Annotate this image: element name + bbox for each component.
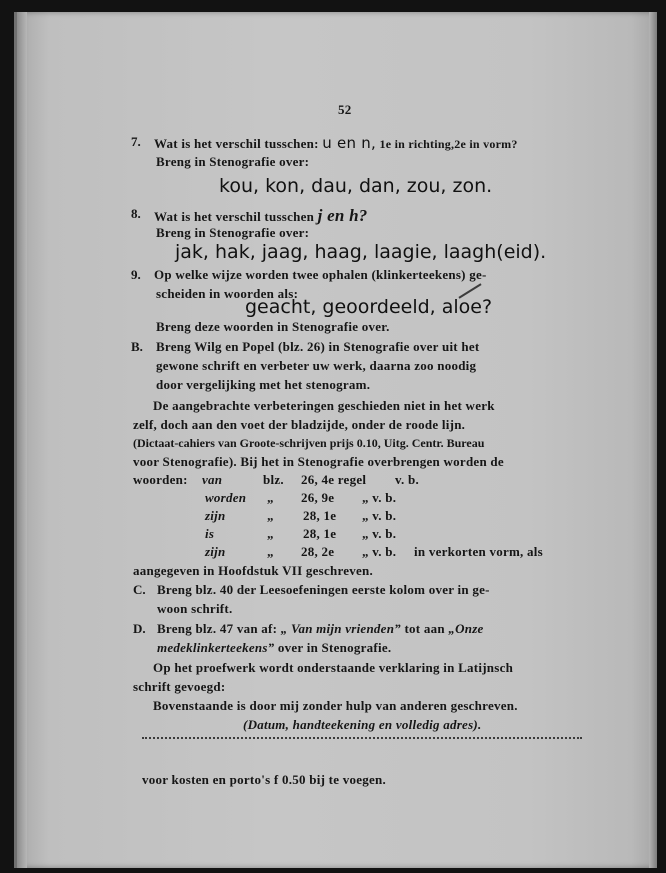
d-quote-a: „ Van mijn vrienden” <box>280 621 401 636</box>
b-line2: gewone schrift en verbeter uw werk, daarna zoo noodig <box>156 358 477 373</box>
table-vb-1: v. b. <box>395 472 420 487</box>
d-line2 <box>157 640 391 656</box>
c-line1: Breng blz. 40 der Leesoefeningen eerste kolom over in ge- <box>157 582 490 597</box>
table-ref-4: 28, 1e <box>303 526 337 541</box>
table-ref-5: 28, 2e <box>301 544 335 559</box>
q7-instruction: Breng in Stenografie over: <box>156 154 310 169</box>
d-line1 <box>157 621 484 637</box>
table-ref-1: 26, 4e regel <box>301 472 367 487</box>
table-ditto-4: „ <box>267 526 274 541</box>
table-word-1: van <box>202 472 223 487</box>
q9-line2: scheiden in woorden als: <box>156 286 299 301</box>
para-line4: voor Stenografie). Bij het in Stenografie overbrengen worden de <box>133 454 504 469</box>
footer-note: voor kosten en porto's f 0.50 bij te voegen. <box>142 772 387 787</box>
c-line2: woon schrift. <box>157 601 233 616</box>
page-number: 52 <box>338 102 352 117</box>
table-word-2: worden <box>205 490 247 505</box>
table-vb-2: „ v. b. <box>362 490 397 505</box>
signature-line <box>142 737 582 739</box>
closing-line1: Op het proefwerk wordt onderstaande verklaring in Latijnsch <box>153 660 514 675</box>
q8-line1 <box>154 206 368 226</box>
q8-glyphs: j en h? <box>317 206 368 225</box>
table-word-3: zijn <box>205 508 226 523</box>
d-quote-b-end: medeklinkerteekens” <box>157 640 275 655</box>
para-line2: zelf, doch aan den voet der bladzijde, onder de roode lijn. <box>133 417 466 432</box>
d-text-c: tot aan <box>404 621 445 636</box>
q9-instruction: Breng deze woorden in Stenografie over. <box>156 319 390 334</box>
q7-line1 <box>154 134 518 152</box>
table-ditto-5: „ <box>267 544 274 559</box>
para-line3: (Dictaat-cahiers van Groote-schrijven prijs 0.10, Uitg. Centr. Bureau <box>133 436 485 450</box>
table-after: aangegeven in Hoofdstuk VII geschreven. <box>133 563 374 578</box>
page-spine-shadow <box>17 12 27 868</box>
b-label: B. <box>131 339 143 354</box>
q7-glyphs: u en n, <box>322 134 377 152</box>
table-vb-3: „ v. b. <box>362 508 397 523</box>
q7-words: kou, kon, dau, dan, zou, zon. <box>219 175 493 197</box>
b-line3: door vergelijking met het stenogram. <box>156 377 371 392</box>
d-quote-b: „Onze <box>448 621 484 636</box>
table-word-5: zijn <box>205 544 226 559</box>
q7-tail: 1e in richting,2e in vorm? <box>379 137 518 151</box>
table-extra-5: in verkorten vorm, als <box>414 544 543 559</box>
table-ditto-2: „ <box>267 490 274 505</box>
table-vb-4: „ v. b. <box>362 526 397 541</box>
table-vb-5: „ v. b. <box>362 544 397 559</box>
page-edge-shadow <box>649 12 657 868</box>
q7-number: 7. <box>131 134 141 149</box>
q8-instruction: Breng in Stenografie over: <box>156 225 310 240</box>
c-label: C. <box>133 582 146 597</box>
q7-question: Wat is het verschil tusschen: <box>154 136 319 151</box>
q8-words: jak, hak, jaag, haag, laagie, laagh(eid). <box>175 241 547 263</box>
para-line1: De aangebrachte verbeteringen geschieden niet in het werk <box>153 398 495 413</box>
q8-number: 8. <box>131 206 141 221</box>
signature-note: (Datum, handteekening en volledig adres). <box>243 717 482 732</box>
q9-line1: Op welke wijze worden twee ophalen (klinkerteekens) ge- <box>154 267 487 282</box>
declaration: Bovenstaande is door mij zonder hulp van anderen geschreven. <box>153 698 518 713</box>
table-ref-2: 26, 9e <box>301 490 335 505</box>
table-blz: blz. <box>263 472 284 487</box>
closing-line2: schrift gevoegd: <box>133 679 226 694</box>
table-ref-3: 28, 1e <box>303 508 337 523</box>
d-text-end: over in Stenografie. <box>277 640 392 655</box>
b-line1: Breng Wilg en Popel (blz. 26) in Stenografie over uit het <box>156 339 480 354</box>
d-label: D. <box>133 621 146 636</box>
table-ditto-3: „ <box>267 508 274 523</box>
q9-number: 9. <box>131 267 141 282</box>
d-text-a: Breng blz. 47 van af: <box>157 621 278 636</box>
table-lead: woorden: <box>133 472 188 487</box>
book-page <box>14 12 657 868</box>
q9-words: geacht, geoordeeld, aloe? <box>245 296 493 318</box>
q8-question: Wat is het verschil tusschen <box>154 209 315 224</box>
table-word-4: is <box>205 526 215 541</box>
